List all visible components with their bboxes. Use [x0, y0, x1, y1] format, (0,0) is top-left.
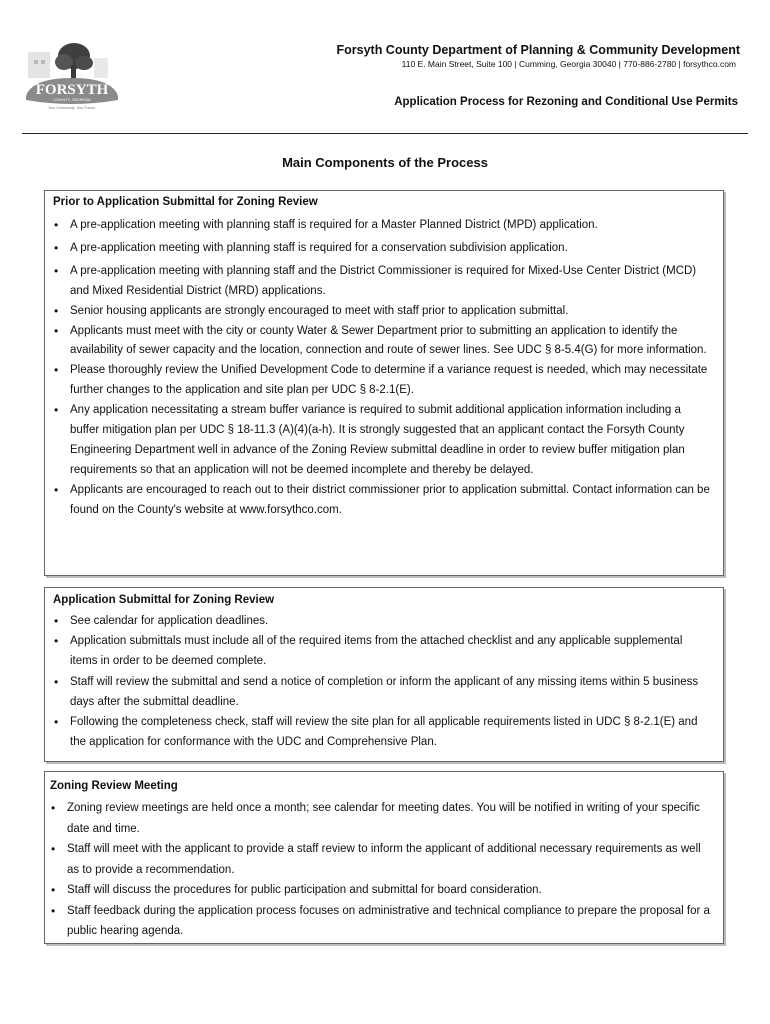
- logo-subtext: COUNTY, GEORGIA: [53, 97, 91, 102]
- list-item: • Senior housing applicants are strongly encouraged to meet with staff prior to application submittal.: [53, 302, 713, 322]
- list-item: • A pre-application meeting with planning staff is required for a Master Planned District (MPD) application.: [53, 216, 713, 236]
- section-heading: Application Submittal for Zoning Review: [53, 594, 275, 606]
- list-item: • Following the completeness check, staff will review the site plan for all applicable requirements listed in UDC § 8-2.1(E) and the application for conformance with the UDC and Comprehensive Plan.: [53, 712, 713, 752]
- forsyth-county-logo: [22, 38, 122, 113]
- section-prior-to-submittal: [44, 190, 724, 576]
- list-item: • Staff feedback during the application process focuses on administrative and technical compliance to prepare the proposal for a public hearing agenda.: [50, 901, 713, 942]
- header-divider: [22, 133, 748, 134]
- logo-text: FORSYTH: [35, 82, 109, 98]
- document-title: Application Process for Rezoning and Conditional Use Permits: [394, 96, 738, 108]
- list-item: • Application submittals must include all of the required items from the attached checklist and any applicable supplemental items in order to be deemed complete.: [53, 631, 713, 671]
- section-heading: Zoning Review Meeting: [50, 780, 178, 792]
- department-address: 110 E. Main Street, Suite 100 | Cumming, Georgia 30040 | 770-886-2780 | forsythco.com: [401, 59, 736, 69]
- list-item: • Staff will meet with the applicant to provide a staff review to inform the applicant of additional necessary requirements as well as to provide a recommendation.: [50, 839, 713, 880]
- logo-tagline: Your Community. Your Future.: [48, 106, 96, 110]
- department-name: Forsyth County Department of Planning & Community Development: [336, 43, 740, 57]
- list-item: • Zoning review meetings are held once a month; see calendar for meeting dates. You will be notified in writing of your specific date and time.: [50, 798, 713, 839]
- bullet-list: [50, 798, 713, 942]
- bullet-list: [53, 216, 713, 521]
- page-title: Main Components of the Process: [282, 155, 488, 170]
- list-item: • A pre-application meeting with planning staff is required for a conservation subdivision application.: [53, 239, 713, 259]
- section-zoning-review-meeting: [44, 771, 724, 944]
- list-item: • Staff will review the submittal and send a notice of completion or inform the applicant of any missing items within 5 business days after the submittal deadline.: [53, 672, 713, 712]
- bullet-list: [53, 611, 713, 752]
- list-item: • Staff will discuss the procedures for public participation and submittal for board consideration.: [50, 880, 713, 901]
- list-item: • A pre-application meeting with planning staff and the District Commissioner is required for Mixed-Use Center District (MCD) and Mixed Residential District (MRD) applications.: [53, 262, 713, 302]
- list-item: • Applicants must meet with the city or county Water & Sewer Department prior to submitting an application to identify the availability of sewer capacity and the location, connection and route of sewer lines. See UDC § 8-5.4(G) for more information.: [53, 322, 713, 362]
- list-item: • See calendar for application deadlines.: [53, 611, 713, 631]
- list-item: • Please thoroughly review the Unified Development Code to determine if a variance request is needed, which may necessitate further changes to the application and site plan per UDC § 8-2.1(E).: [53, 361, 713, 401]
- section-heading: Prior to Application Submittal for Zoning Review: [53, 196, 318, 208]
- section-application-submittal: [44, 587, 724, 762]
- list-item: • Applicants are encouraged to reach out to their district commissioner prior to application submittal. Contact information can be found on the County's website at www.forsythco.com.: [53, 481, 713, 521]
- list-item: • Any application necessitating a stream buffer variance is required to submit additional application information including a buffer mitigation plan per UDC § 18-11.3 (A)(4)(a-h). It is strongly suggested that an applicant contact the Forsyth County Engineering Department well in advance of the Zoning Review submittal deadline in order to review buffer mitigation plan requirements so that an application will not be deemed incomplete and thereby be delayed.: [53, 401, 713, 481]
